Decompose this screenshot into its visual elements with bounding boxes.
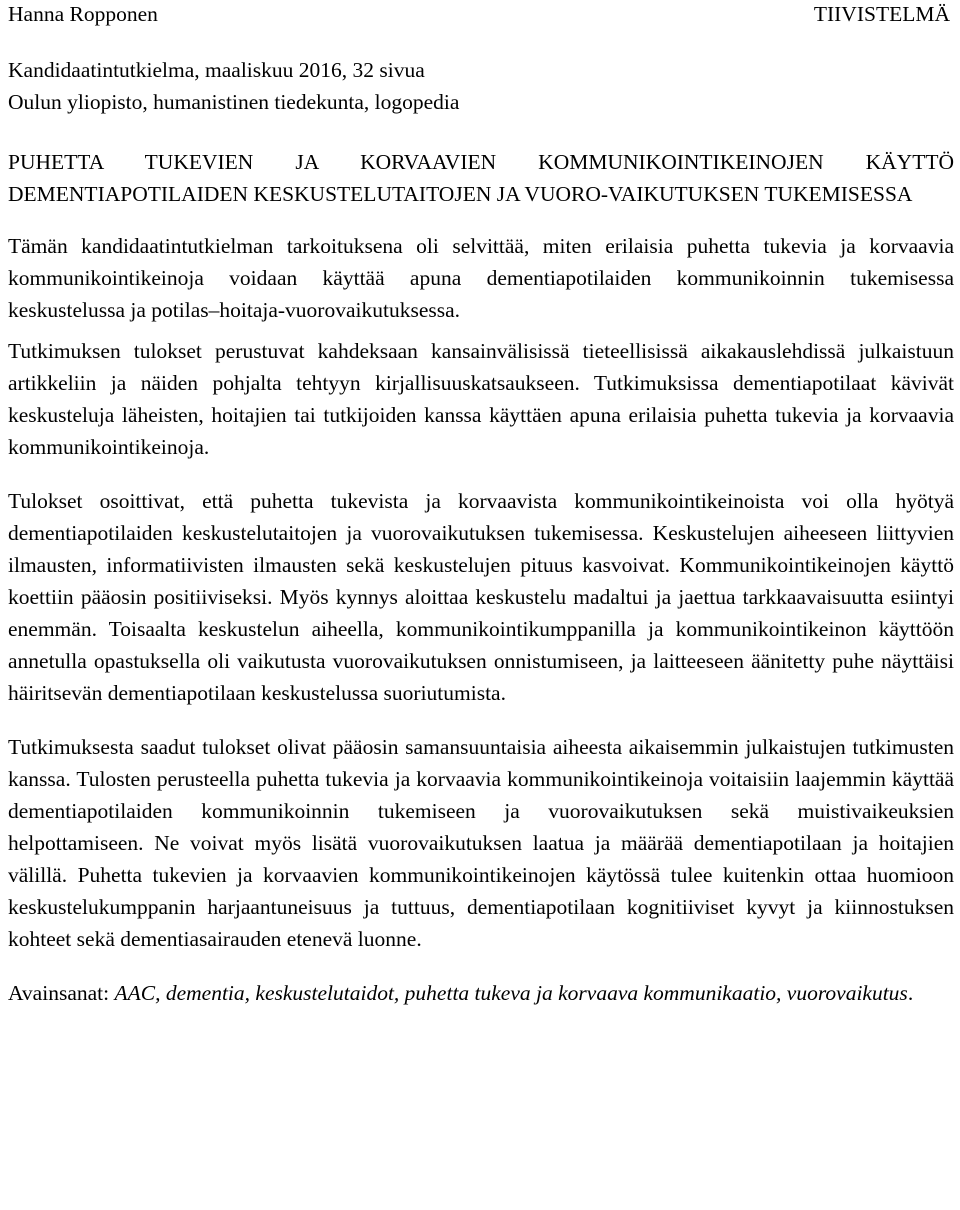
abstract-paragraph-1: Tämän kandidaatintutkielman tarkoituksena oli selvittää, miten erilaisia puhetta tukevia ja korvaavia kommunikointikeinoja voidaan käyttää apuna dementiapotilaiden kommunikoinnin tukemisessa keskustelussa ja potilas–hoitaja-vuorovaikutuksessa. [8, 234, 954, 322]
abstract-paragraph-3: Tulokset osoittivat, että puhetta tukevista ja korvaavista kommunikointikeinoista voi olla hyötyä dementiapotilaiden keskustelutaitojen ja vuorovaikutuksen tukemisessa. Keskustelujen aiheeseen liittyvien ilmausten, informatiivisten ilmausten sekä keskustelujen pituus kasvoivat. Kommunikointikeinojen käyttö koettiin pääosin positiiviseksi. Myös kynnys aloittaa keskustelu madaltui ja jaettua tarkkaavaisuutta esiintyi enemmän. Toisaalta keskustelun aiheella, kommunikointikumppanilla ja kommunikointikeinon käyttöön annetulla opastuksella oli vaikutusta vuorovaikutuksen onnistumiseen, ja laitteeseen äänitetty puhe näyttäisi häiritsevän dementiapotilaan keskustelussa suoriutumista. [8, 489, 954, 705]
keywords-value: AAC, dementia, keskustelutaidot, puhetta tukeva ja korvaava kommunikaatio, vuorovaikutus [114, 981, 908, 1005]
abstract-paragraph-2: Tutkimuksen tulokset perustuvat kahdeksaan kansainvälisissä tieteellisissä aikakauslehdissä julkaistuun artikkeliin ja näiden pohjalta tehtyyn kirjallisuuskatsaukseen. Tutkimuksissa dementiapotilaat kävivät keskusteluja läheisten, hoitajien tai tutkijoiden kanssa käyttäen apuna erilaisia puhetta tukevia ja korvaavia kommunikointikeinoja. [8, 339, 954, 459]
page-header [8, 0, 954, 38]
keywords-line [8, 977, 954, 1009]
abstract-page [8, 0, 954, 1009]
thesis-meta [8, 54, 954, 118]
university-line: Oulun yliopisto, humanistinen tiedekunta, logopedia [8, 90, 460, 114]
thesis-title: PUHETTA TUKEVIEN JA KORVAAVIEN KOMMUNIKOINTIKEINOJEN KÄYTTÖ DEMENTIAPOTILAIDEN KESKUSTELUTAITOJEN JA VUORO-VAIKUTUKSEN TUKEMISESSA [8, 150, 954, 206]
author-name: Hanna Ropponen [8, 2, 158, 26]
keywords-end: . [907, 981, 914, 1005]
abstract-label: TIIVISTELMÄ [813, 2, 950, 26]
thesis-info-line: Kandidaatintutkielma, maaliskuu 2016, 32 sivua [8, 58, 425, 82]
keywords-label: Avainsanat: [8, 981, 110, 1005]
abstract-paragraph-4: Tutkimuksesta saadut tulokset olivat pääosin samansuuntaisia aiheesta aikaisemmin julkaistujen tutkimusten kanssa. Tulosten perusteella puhetta tukevia ja korvaavia kommunikointikeinoja voitaisiin laajemmin käyttää dementiapotilaiden kommunikoinnin tukemiseen ja vuorovaikutuksen sekä muistivaikeuksien helpottamiseen. Ne voivat myös lisätä vuorovaikutuksen laatua ja määrää dementiapotilaan ja hoitajien välillä. Puhetta tukevien ja korvaavien kommunikointikeinojen käytössä tulee kuitenkin ottaa huomioon keskustelukumppanin harjaantuneisuus ja tuttuus, dementiapotilaan kognitiiviset kyvyt ja kiinnostuksen kohteet sekä dementiasairauden etenevä luonne. [8, 735, 954, 951]
